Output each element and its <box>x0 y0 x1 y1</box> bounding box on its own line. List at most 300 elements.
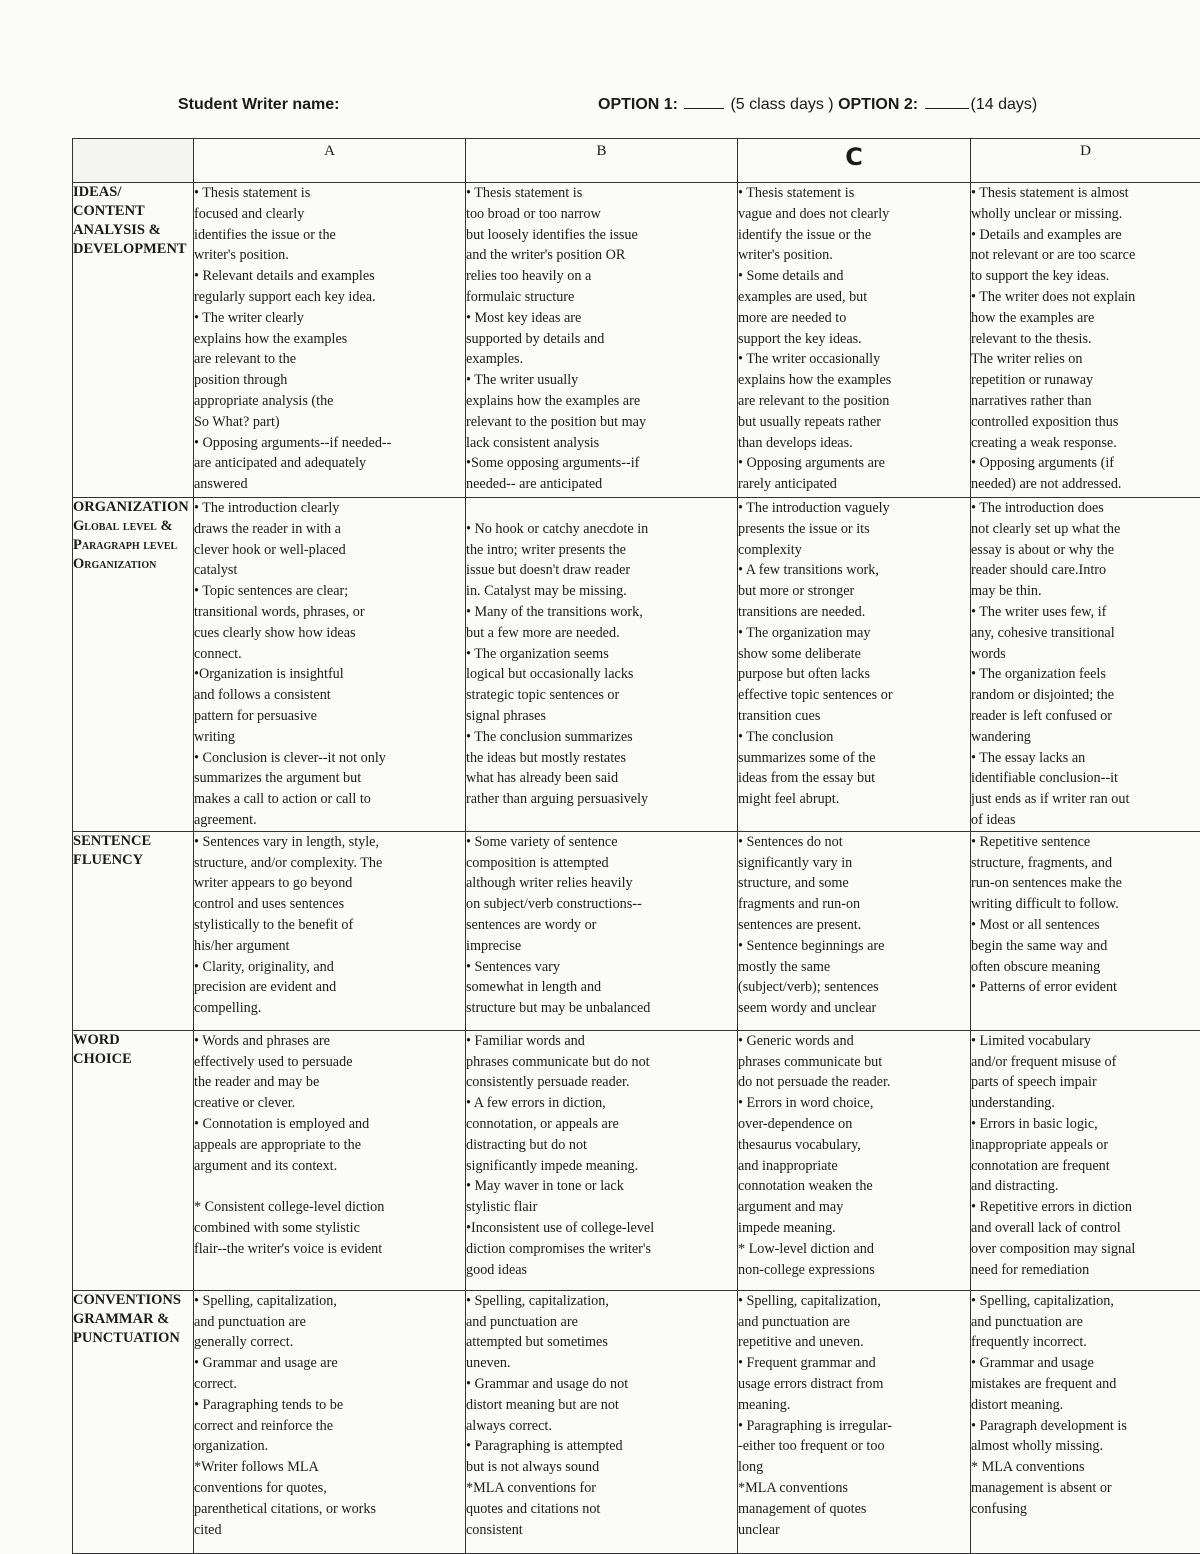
criteria-line: over composition may signal <box>971 1239 1200 1260</box>
criteria-line: thesaurus vocabulary, <box>738 1135 970 1156</box>
criteria-line: • Most key ideas are <box>466 308 737 329</box>
criteria-line: consistently persuade reader. <box>466 1072 737 1093</box>
criteria-line: signal phrases <box>466 706 737 727</box>
student-name-label: Student Writer name: <box>178 96 340 114</box>
criteria-line: • Sentence beginnings are <box>738 936 970 957</box>
criteria-line: • Spelling, capitalization, <box>466 1291 737 1312</box>
criteria-line: mistakes are frequent and <box>971 1374 1200 1395</box>
criteria-line: words <box>971 644 1200 665</box>
criteria-line: almost wholly missing. <box>971 1436 1200 1457</box>
criteria-line: • The writer clearly <box>194 308 465 329</box>
category-label: DEVELOPMENT <box>73 240 193 259</box>
criteria-line: fragments and run-on <box>738 894 970 915</box>
criteria-line: but a few more are needed. <box>466 623 737 644</box>
criteria-line: • Paragraphing is irregular- <box>738 1416 970 1437</box>
criteria-line: • Patterns of error evident <box>971 977 1200 998</box>
criteria-line: phrases communicate but <box>738 1052 970 1073</box>
criteria-line: • Many of the transitions work, <box>466 602 737 623</box>
criteria-line: rarely anticipated <box>738 474 970 495</box>
criteria-line: structure, fragments, and <box>971 853 1200 874</box>
criteria-line: combined with some stylistic <box>194 1218 465 1239</box>
category-label: IDEAS/ <box>73 183 193 202</box>
criteria-line: cues clearly show how ideas <box>194 623 465 644</box>
criteria-line: • Some variety of sentence <box>466 832 737 853</box>
criteria-line: • Sentences vary <box>466 957 737 978</box>
criteria-line: are relevant to the position <box>738 391 970 412</box>
criteria-line: uneven. <box>466 1353 737 1374</box>
criteria-line: • Connotation is employed and <box>194 1114 465 1135</box>
criteria-line: the reader and may be <box>194 1072 465 1093</box>
criteria-cell-b <box>466 183 738 498</box>
criteria-line: • Thesis statement is <box>194 183 465 204</box>
criteria-line: how the examples are <box>971 308 1200 329</box>
criteria-line: begin the same way and <box>971 936 1200 957</box>
criteria-line: repetitive and uneven. <box>738 1332 970 1353</box>
criteria-line: good ideas <box>466 1260 737 1281</box>
criteria-line: • The organization seems <box>466 644 737 665</box>
table-row <box>73 831 1200 1030</box>
criteria-line: ideas from the essay but <box>738 768 970 789</box>
criteria-line: narratives rather than <box>971 391 1200 412</box>
criteria-line: • The writer does not explain <box>971 287 1200 308</box>
criteria-line: any, cohesive transitional <box>971 623 1200 644</box>
criteria-cell-b <box>466 498 738 832</box>
criteria-line: connotation, or appeals are <box>466 1114 737 1135</box>
criteria-line: parenthetical citations, or works <box>194 1499 465 1520</box>
category-label: Global level & <box>73 517 193 536</box>
criteria-line: summarizes some of the <box>738 748 970 769</box>
criteria-line: show some deliberate <box>738 644 970 665</box>
criteria-cell-c <box>738 183 971 498</box>
criteria-line: often obscure meaning <box>971 957 1200 978</box>
criteria-line: issue but doesn't draw reader <box>466 560 737 581</box>
criteria-line: strategic topic sentences or <box>466 685 737 706</box>
criteria-line: control and uses sentences <box>194 894 465 915</box>
criteria-line: essay is about or why the <box>971 540 1200 561</box>
category-cell <box>73 1030 194 1290</box>
criteria-line: attempted but sometimes <box>466 1332 737 1353</box>
criteria-line: cited <box>194 1520 465 1541</box>
criteria-line: needed) are not addressed. <box>971 474 1200 495</box>
criteria-line: wholly unclear or missing. <box>971 204 1200 225</box>
criteria-line: • Repetitive sentence <box>971 832 1200 853</box>
criteria-line: long <box>738 1457 970 1478</box>
criteria-line: explains how the examples are <box>466 391 737 412</box>
criteria-line: needed-- are anticipated <box>466 474 737 495</box>
criteria-cell-a <box>194 1030 466 1290</box>
criteria-line: • Paragraphing is attempted <box>466 1436 737 1457</box>
criteria-line: more are needed to <box>738 308 970 329</box>
criteria-line: argument and its context. <box>194 1156 465 1177</box>
criteria-cell-a <box>194 831 466 1030</box>
criteria-line: vague and does not clearly <box>738 204 970 225</box>
criteria-cell-c <box>738 498 971 832</box>
criteria-line: seem wordy and unclear <box>738 998 970 1019</box>
criteria-line: need for remediation <box>971 1260 1200 1281</box>
criteria-line: wandering <box>971 727 1200 748</box>
criteria-line: not clearly set up what the <box>971 519 1200 540</box>
criteria-line: • Topic sentences are clear; <box>194 581 465 602</box>
criteria-line: repetition or runaway <box>971 370 1200 391</box>
criteria-line: • The conclusion <box>738 727 970 748</box>
category-label: Organization <box>73 555 193 574</box>
criteria-cell-d <box>971 1290 1200 1553</box>
criteria-line: relevant to the thesis. <box>971 329 1200 350</box>
criteria-line: • Paragraphing tends to be <box>194 1395 465 1416</box>
criteria-line: somewhat in length and <box>466 977 737 998</box>
criteria-line: and punctuation are <box>971 1312 1200 1333</box>
category-label: PUNCTUATION <box>73 1329 193 1348</box>
criteria-line: random or disjointed; the <box>971 685 1200 706</box>
criteria-line: too broad or too narrow <box>466 204 737 225</box>
criteria-line: significantly vary in <box>738 853 970 874</box>
criteria-line: non-college expressions <box>738 1260 970 1281</box>
criteria-line: just ends as if writer ran out <box>971 789 1200 810</box>
criteria-line: relies too heavily on a <box>466 266 737 287</box>
criteria-line: • Spelling, capitalization, <box>194 1291 465 1312</box>
criteria-line: relevant to the position but may <box>466 412 737 433</box>
criteria-line: precision are evident and <box>194 977 465 998</box>
category-label: CHOICE <box>73 1050 193 1069</box>
criteria-line: • Opposing arguments are <box>738 453 970 474</box>
criteria-line: stylistic flair <box>466 1197 737 1218</box>
criteria-line: transitions are needed. <box>738 602 970 623</box>
criteria-line: appeals are appropriate to the <box>194 1135 465 1156</box>
criteria-line: • Grammar and usage do not <box>466 1374 737 1395</box>
criteria-cell-b <box>466 831 738 1030</box>
category-label: Paragraph level <box>73 536 193 555</box>
criteria-line: • The organization may <box>738 623 970 644</box>
criteria-line: and punctuation are <box>738 1312 970 1333</box>
criteria-line: identifiable conclusion--it <box>971 768 1200 789</box>
criteria-line: inappropriate appeals or <box>971 1135 1200 1156</box>
criteria-line: • The conclusion summarizes <box>466 727 737 748</box>
criteria-line <box>194 1176 465 1197</box>
criteria-line: • May waver in tone or lack <box>466 1176 737 1197</box>
criteria-line: quotes and citations not <box>466 1499 737 1520</box>
criteria-line: unclear <box>738 1520 970 1541</box>
criteria-cell-a <box>194 183 466 498</box>
criteria-line: • Words and phrases are <box>194 1031 465 1052</box>
criteria-line: * MLA conventions <box>971 1457 1200 1478</box>
criteria-line: and overall lack of control <box>971 1218 1200 1239</box>
criteria-line: and punctuation are <box>194 1312 465 1333</box>
criteria-line: So What? part) <box>194 412 465 433</box>
criteria-line: • Relevant details and examples <box>194 266 465 287</box>
criteria-line: support the key ideas. <box>738 329 970 350</box>
option2-blank[interactable] <box>925 108 969 109</box>
criteria-line: writer's position. <box>738 245 970 266</box>
criteria-line: connotation weaken the <box>738 1176 970 1197</box>
criteria-line: formulaic structure <box>466 287 737 308</box>
option1-detail: (5 class days ) <box>730 96 833 113</box>
rubric-table <box>72 138 1200 1554</box>
criteria-line: logical but occasionally lacks <box>466 664 737 685</box>
criteria-line: stylistically to the benefit of <box>194 915 465 936</box>
criteria-line: * Low-level diction and <box>738 1239 970 1260</box>
criteria-line: complexity <box>738 540 970 561</box>
criteria-cell-d <box>971 498 1200 832</box>
criteria-line: • Conclusion is clever--it not only <box>194 748 465 769</box>
criteria-line: not relevant or are too scarce <box>971 245 1200 266</box>
criteria-line: focused and clearly <box>194 204 465 225</box>
criteria-line: frequently incorrect. <box>971 1332 1200 1353</box>
criteria-line: •Organization is insightful <box>194 664 465 685</box>
criteria-line: clever hook or well-placed <box>194 540 465 561</box>
criteria-line: pattern for persuasive <box>194 706 465 727</box>
criteria-line: • Details and examples are <box>971 225 1200 246</box>
criteria-line: • Thesis statement is almost <box>971 183 1200 204</box>
criteria-line: • Thesis statement is <box>466 183 737 204</box>
table-row <box>73 1290 1200 1553</box>
criteria-line: • Spelling, capitalization, <box>971 1291 1200 1312</box>
criteria-line: •Inconsistent use of college-level <box>466 1218 737 1239</box>
criteria-line: confusing <box>971 1499 1200 1520</box>
criteria-line: lack consistent analysis <box>466 433 737 454</box>
criteria-line: distort meaning but are not <box>466 1395 737 1416</box>
criteria-line: rather than arguing persuasively <box>466 789 737 810</box>
criteria-line: writing difficult to follow. <box>971 894 1200 915</box>
criteria-line: • The introduction clearly <box>194 498 465 519</box>
criteria-line: purpose but often lacks <box>738 664 970 685</box>
category-label: ANALYSIS & <box>73 221 193 240</box>
criteria-line: correct and reinforce the <box>194 1416 465 1437</box>
column-header-a: A <box>194 139 466 183</box>
criteria-line: might feel abrupt. <box>738 789 970 810</box>
criteria-line: meaning. <box>738 1395 970 1416</box>
criteria-line: summarizes the argument but <box>194 768 465 789</box>
category-cell <box>73 1290 194 1553</box>
criteria-line: • Paragraph development is <box>971 1416 1200 1437</box>
criteria-line: but is not always sound <box>466 1457 737 1478</box>
criteria-line: distracting but do not <box>466 1135 737 1156</box>
criteria-line: identify the issue or the <box>738 225 970 246</box>
criteria-line: * Consistent college-level diction <box>194 1197 465 1218</box>
criteria-line: run-on sentences make the <box>971 873 1200 894</box>
criteria-line: examples. <box>466 349 737 370</box>
criteria-line: imprecise <box>466 936 737 957</box>
criteria-line: sentences are wordy or <box>466 915 737 936</box>
criteria-line: sentences are present. <box>738 915 970 936</box>
criteria-line: • Some details and <box>738 266 970 287</box>
option2-detail: (14 days) <box>971 96 1038 113</box>
criteria-line: structure but may be unbalanced <box>466 998 737 1019</box>
criteria-line: identifies the issue or the <box>194 225 465 246</box>
criteria-line: • Thesis statement is <box>738 183 970 204</box>
criteria-line: • Grammar and usage are <box>194 1353 465 1374</box>
criteria-line: • The writer occasionally <box>738 349 970 370</box>
table-row <box>73 183 1200 498</box>
corner-cell <box>73 139 194 183</box>
criteria-line: but more or stronger <box>738 581 970 602</box>
criteria-line: supported by details and <box>466 329 737 350</box>
category-label: SENTENCE <box>73 832 193 851</box>
criteria-line <box>466 498 737 519</box>
criteria-line: • Errors in basic logic, <box>971 1114 1200 1135</box>
criteria-line: agreement. <box>194 810 465 831</box>
criteria-line: structure, and/or complexity. The <box>194 853 465 874</box>
criteria-cell-a <box>194 498 466 832</box>
category-cell <box>73 831 194 1030</box>
criteria-line: makes a call to action or call to <box>194 789 465 810</box>
criteria-line: *Writer follows MLA <box>194 1457 465 1478</box>
criteria-line: writer's position. <box>194 245 465 266</box>
criteria-line: • Limited vocabulary <box>971 1031 1200 1052</box>
table-row <box>73 1030 1200 1290</box>
criteria-cell-a <box>194 1290 466 1553</box>
column-header-b: B <box>466 139 738 183</box>
column-header-d: D <box>971 139 1200 183</box>
criteria-line: *MLA conventions for <box>466 1478 737 1499</box>
criteria-line: The writer relies on <box>971 349 1200 370</box>
criteria-line: • Generic words and <box>738 1031 970 1052</box>
criteria-line: presents the issue or its <box>738 519 970 540</box>
criteria-line: • The organization feels <box>971 664 1200 685</box>
criteria-line: of ideas <box>971 810 1200 831</box>
criteria-line: creative or clever. <box>194 1093 465 1114</box>
criteria-line: • Grammar and usage <box>971 1353 1200 1374</box>
criteria-line: management of quotes <box>738 1499 970 1520</box>
criteria-line: correct. <box>194 1374 465 1395</box>
criteria-line: transitional words, phrases, or <box>194 602 465 623</box>
criteria-line: and/or frequent misuse of <box>971 1052 1200 1073</box>
criteria-line: understanding. <box>971 1093 1200 1114</box>
page-header <box>0 92 1200 122</box>
criteria-line: and distracting. <box>971 1176 1200 1197</box>
criteria-line: and inappropriate <box>738 1156 970 1177</box>
category-cell <box>73 183 194 498</box>
criteria-line: over-dependence on <box>738 1114 970 1135</box>
criteria-cell-d <box>971 1030 1200 1290</box>
criteria-line: on subject/verb constructions-- <box>466 894 737 915</box>
criteria-line: mostly the same <box>738 957 970 978</box>
criteria-line: • A few errors in diction, <box>466 1093 737 1114</box>
criteria-line: • Opposing arguments--if needed-- <box>194 433 465 454</box>
criteria-line: structure, and some <box>738 873 970 894</box>
criteria-line: • Sentences vary in length, style, <box>194 832 465 853</box>
criteria-line: what has already been said <box>466 768 737 789</box>
criteria-line: reader should care.Intro <box>971 560 1200 581</box>
criteria-line: significantly impede meaning. <box>466 1156 737 1177</box>
criteria-line: • Clarity, originality, and <box>194 957 465 978</box>
criteria-line: flair--the writer's voice is evident <box>194 1239 465 1260</box>
criteria-line: and follows a consistent <box>194 685 465 706</box>
criteria-line: generally correct. <box>194 1332 465 1353</box>
criteria-line: distort meaning. <box>971 1395 1200 1416</box>
criteria-line: • The writer uses few, if <box>971 602 1200 623</box>
criteria-line: • The essay lacks an <box>971 748 1200 769</box>
criteria-line: reader is left confused or <box>971 706 1200 727</box>
criteria-cell-b <box>466 1030 738 1290</box>
criteria-line: may be thin. <box>971 581 1200 602</box>
criteria-line: • The introduction vaguely <box>738 498 970 519</box>
table-row <box>73 498 1200 832</box>
category-label: WORD <box>73 1031 193 1050</box>
criteria-line: • Opposing arguments (if <box>971 453 1200 474</box>
criteria-line: compelling. <box>194 998 465 1019</box>
criteria-line: writer appears to go beyond <box>194 873 465 894</box>
criteria-line: • Most or all sentences <box>971 915 1200 936</box>
criteria-line: conventions for quotes, <box>194 1478 465 1499</box>
criteria-line: position through <box>194 370 465 391</box>
criteria-line: • No hook or catchy anecdote in <box>466 519 737 540</box>
criteria-cell-c <box>738 1030 971 1290</box>
criteria-line: impede meaning. <box>738 1218 970 1239</box>
criteria-line: answered <box>194 474 465 495</box>
criteria-line: the ideas but mostly restates <box>466 748 737 769</box>
criteria-line: are relevant to the <box>194 349 465 370</box>
header-row <box>73 139 1200 183</box>
option1-label: OPTION 1: <box>598 96 678 113</box>
criteria-cell-d <box>971 831 1200 1030</box>
column-header-c: C <box>738 139 971 183</box>
criteria-line: *MLA conventions <box>738 1478 970 1499</box>
option-line <box>598 96 1037 114</box>
category-label: ORGANIZATION <box>73 498 193 517</box>
criteria-line: catalyst <box>194 560 465 581</box>
criteria-line: but usually repeats rather <box>738 412 970 433</box>
criteria-line: diction compromises the writer's <box>466 1239 737 1260</box>
criteria-line: explains how the examples <box>194 329 465 350</box>
criteria-cell-c <box>738 831 971 1030</box>
criteria-line: regularly support each key idea. <box>194 287 465 308</box>
category-cell <box>73 498 194 832</box>
criteria-line: • Repetitive errors in diction <box>971 1197 1200 1218</box>
option1-blank[interactable] <box>684 108 724 109</box>
criteria-line: • A few transitions work, <box>738 560 970 581</box>
criteria-line: but loosely identifies the issue <box>466 225 737 246</box>
criteria-line: effectively used to persuade <box>194 1052 465 1073</box>
criteria-cell-d <box>971 183 1200 498</box>
criteria-line: are anticipated and adequately <box>194 453 465 474</box>
criteria-line: • Familiar words and <box>466 1031 737 1052</box>
criteria-cell-c <box>738 1290 971 1553</box>
criteria-line: • The writer usually <box>466 370 737 391</box>
criteria-line: always correct. <box>466 1416 737 1437</box>
criteria-line: phrases communicate but do not <box>466 1052 737 1073</box>
criteria-line: explains how the examples <box>738 370 970 391</box>
criteria-line: effective topic sentences or <box>738 685 970 706</box>
criteria-line: controlled exposition thus <box>971 412 1200 433</box>
criteria-line: writing <box>194 727 465 748</box>
criteria-line: management is absent or <box>971 1478 1200 1499</box>
criteria-line: organization. <box>194 1436 465 1457</box>
criteria-line: •Some opposing arguments--if <box>466 453 737 474</box>
criteria-line: • Frequent grammar and <box>738 1353 970 1374</box>
criteria-line: and punctuation are <box>466 1312 737 1333</box>
criteria-line: to support the key ideas. <box>971 266 1200 287</box>
criteria-line: although writer relies heavily <box>466 873 737 894</box>
category-label: CONVENTIONS <box>73 1291 193 1310</box>
criteria-line: do not persuade the reader. <box>738 1072 970 1093</box>
criteria-line: connect. <box>194 644 465 665</box>
criteria-line: draws the reader in with a <box>194 519 465 540</box>
category-label: FLUENCY <box>73 851 193 870</box>
criteria-line: in. Catalyst may be missing. <box>466 581 737 602</box>
criteria-line: creating a weak response. <box>971 433 1200 454</box>
criteria-line: parts of speech impair <box>971 1072 1200 1093</box>
criteria-line: -either too frequent or too <box>738 1436 970 1457</box>
criteria-line: appropriate analysis (the <box>194 391 465 412</box>
criteria-line: • The introduction does <box>971 498 1200 519</box>
criteria-line: and the writer's position OR <box>466 245 737 266</box>
criteria-line: usage errors distract from <box>738 1374 970 1395</box>
criteria-line: connotation are frequent <box>971 1156 1200 1177</box>
category-label: GRAMMAR & <box>73 1310 193 1329</box>
criteria-line: • Errors in word choice, <box>738 1093 970 1114</box>
criteria-line: than develops ideas. <box>738 433 970 454</box>
option2-label: OPTION 2: <box>838 96 918 113</box>
